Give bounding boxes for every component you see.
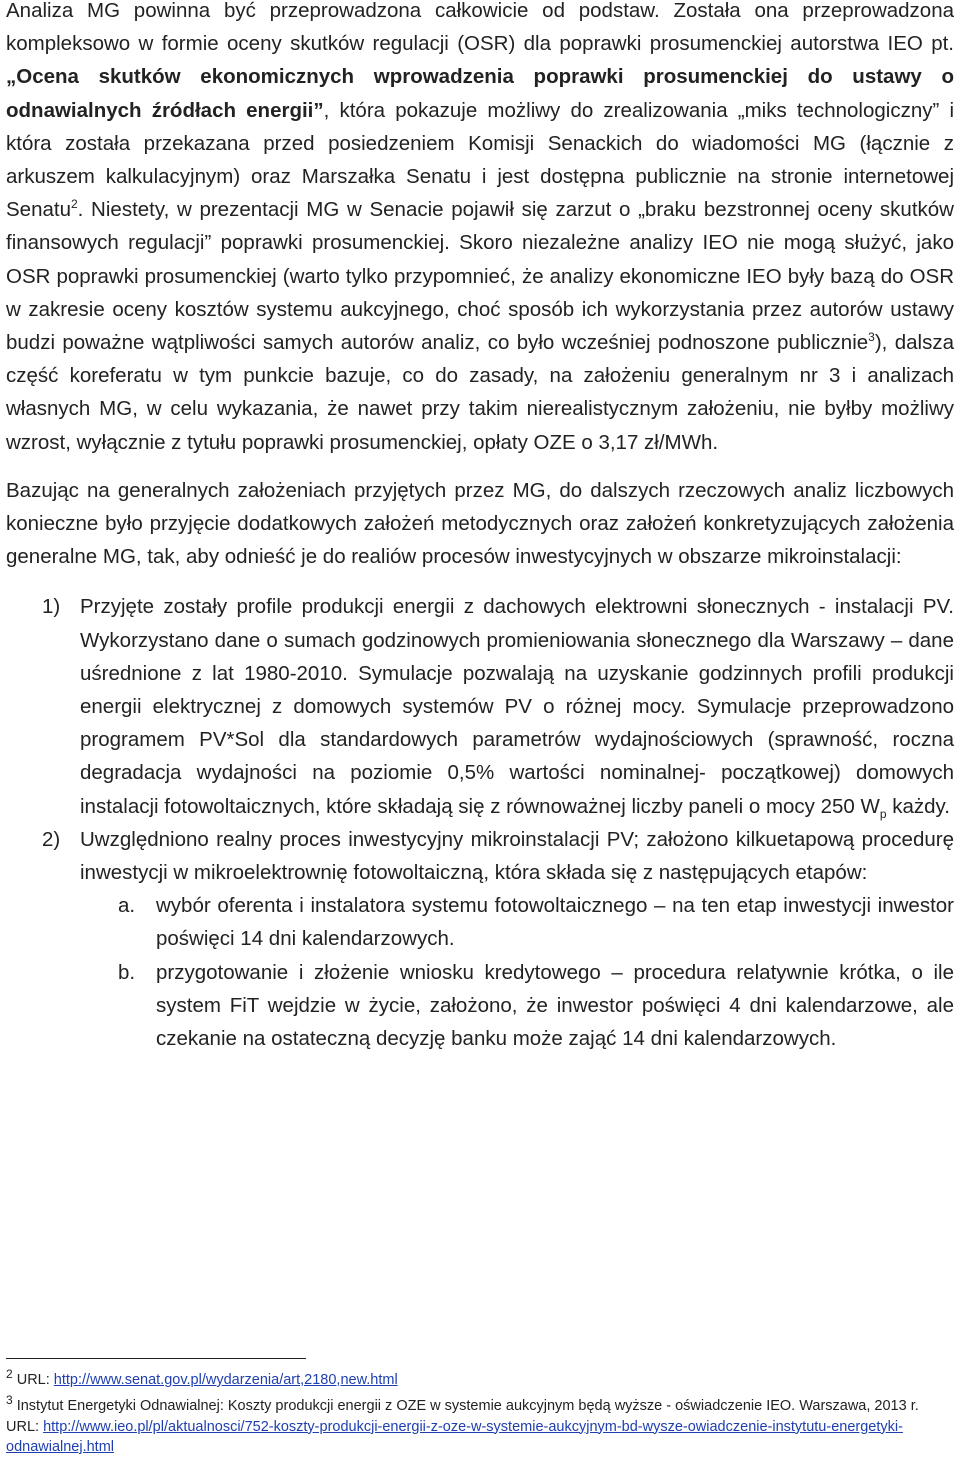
footnote-mark: 3 <box>6 1393 13 1408</box>
sub-list <box>80 889 954 1055</box>
sub-list-item-b <box>6 956 954 1056</box>
list-item-2-text: Uwzględniono realny proces inwestycyjny mikroinstalacji PV; założono kilkuetapową procedurę inwestycji w mikroelektrownię fotowoltaiczną, która składa się z następujących etapów: <box>80 827 954 885</box>
sub-list-item-b-text: przygotowanie i złożenie wniosku kredytowego – procedura relatywnie krótka, o ile system FiT wejdzie w życie, założono, że inwestor poświęci 4 dni kalendarzowe, ale czekanie na ostateczną decyzję banku może zająć 14 dni kalendarzowych. <box>156 960 954 1051</box>
list-number: 1) <box>42 595 61 619</box>
footnote-2-label: URL: <box>16 1372 54 1388</box>
paragraph-1 <box>6 0 954 459</box>
footnote-2-link[interactable]: http://www.senat.gov.pl/wydarzenia/art,2180,new.html <box>53 1372 398 1388</box>
list-item-1 <box>6 590 954 822</box>
paragraph-2: Bazując na generalnych założeniach przyjętych przez MG, do dalszych rzeczowych analiz liczbowych konieczne było przyjęcie dodatkowych założeń metodycznych oraz założeń konkretyzujących założenia generalne MG, tak, aby odnieść je do realiów procesów inwestycyjnych w obszarze mikroinstalacji: <box>6 478 954 569</box>
footnote-3-link[interactable]: http://www.ieo.pl/pl/aktualnosci/752-koszty-produkcji-energii-z-oze-w-systemie-aukcyjnym-bd-wysze-owiadczenie-instytutu-energetyki-odnawialnej.html <box>6 1418 903 1455</box>
sub-list-item-a <box>6 889 954 955</box>
footnote-2 <box>6 1367 398 1391</box>
footnote-ref-2[interactable]: 2 <box>70 197 78 212</box>
paragraph-1-text-a: Analiza MG powinna być przeprowadzona całkowicie od podstaw. Została ona przeprowadzona kompleksowo w formie oceny skutków regulacji (OSR) dla poprawki prosumenckiej autorstwa IEO pt. <box>6 0 954 56</box>
footnote-3-text: Instytut Energetyki Odnawialnej: Koszty produkcji energii z OZE w systemie aukcyjnym będą wyższe - oświadczenie IEO. Warszawa, 2013 r. URL: <box>6 1398 919 1435</box>
assumptions-list <box>6 590 954 1055</box>
list-item-1-tail: każdy. <box>886 794 950 818</box>
sub-list-letter: a. <box>118 894 136 918</box>
list-item-2 <box>6 823 954 1055</box>
list-item-1-text: Przyjęte zostały profile produkcji energii z dachowych elektrowni słonecznych - instalacji PV. Wykorzystano dane o sumach godzinowych promieniowania słonecznego dla Warszawy – dane uśrednione z lat 1980-2010. Symulacje pozwalają na uzyskanie godzinnych profili produkcji energii elektrycznej z domowych systemów PV o różnej mocy. Symulacje przeprowadzono programem PV*Sol dla standardowych parametrów wydajnościowych (sprawność, roczna degradacja wydajności na poziomie 0,5% wartości nominalnej- początkowej) domowych instalacji fotowoltaicznych, które składają się z równoważnej liczby paneli o mocy 250 W <box>80 595 954 818</box>
sub-list-item-a-text: wybór oferenta i instalatora systemu fotowoltaicznego – na ten etap inwestycji inwestor poświęci 14 dni kalendarzowych. <box>156 894 954 951</box>
paragraph-1-text-c: . Niestety, w prezentacji MG w Senacie pojawił się zarzut o „braku bezstronnej oceny skutków finansowych regulacji” poprawki prosumenckiej. Skoro niezależne analizy IEO nie mogą służyć, jako OSR poprawki prosumenckiej (warto tylko przypomnieć, że analizy ekonomiczne IEO były bazą do OSR w zakresie oceny kosztów systemu aukcyjnego, choć sposób ich wykorzystania przez autorów ustawy budzi poważne wątpliwości samych autorów analiz, co było wcześniej podnoszone publicznie <box>6 198 954 355</box>
footnote-mark: 2 <box>6 1367 13 1382</box>
footnote-3 <box>6 1393 941 1458</box>
footnote-ref-3[interactable]: 3 <box>868 330 875 345</box>
footnote-separator <box>6 1358 306 1359</box>
unit-subscript: p <box>879 806 887 821</box>
paragraph-1-text-b: , która pokazuje możliwy do zrealizowania „miks technologiczny” i która została przekazana przed posiedzeniem Komisji Senackich do wiadomości MG (łącznie z arkuszem kalkulacyjnym) oraz Marszałka Senatu i jest dostępna publicznie na stronie internetowej Senatu <box>6 98 955 222</box>
report-title: „Ocena skutków ekonomicznych wprowadzenia poprawki prosumenckiej do ustawy o odnawialnych źródłach energii” <box>6 65 954 122</box>
sub-list-letter: b. <box>118 960 136 984</box>
list-number: 2) <box>42 827 61 851</box>
paragraph-1-text-d: ), dalsza część koreferatu w tym punkcie bazuje, co do zasady, na założeniu generalnym nr 3 i analizach własnych MG, w celu wykazania, że nawet przy takim nierealistycznym założeniu, nie byłby możliwy wzrost, wyłącznie z tytułu poprawki prosumenckiej, opłaty OZE o 3,17 zł/MWh. <box>6 331 954 454</box>
